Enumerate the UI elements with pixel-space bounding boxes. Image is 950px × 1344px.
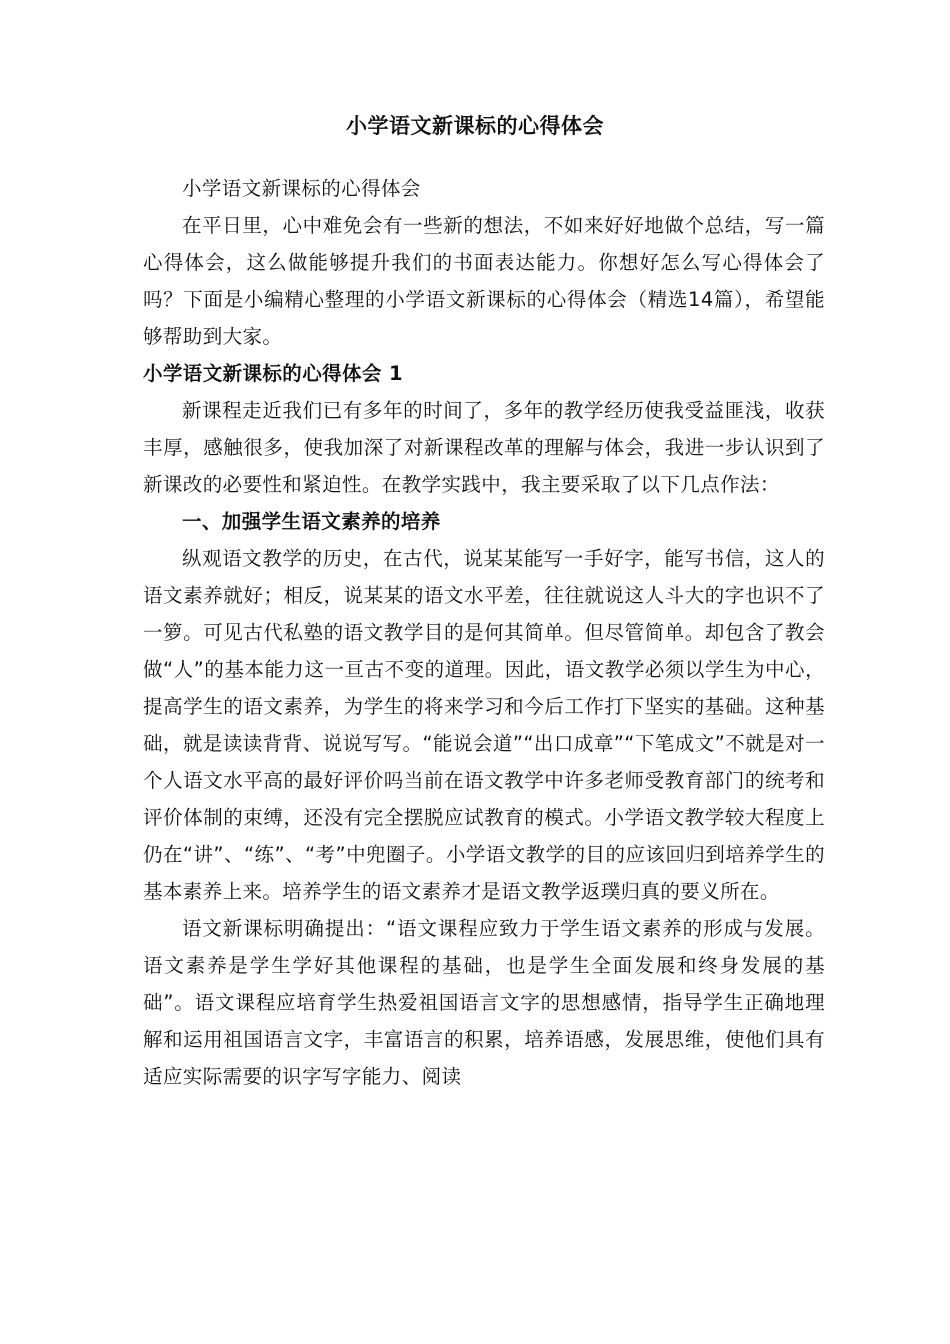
document-title: 小学语文新课标的心得体会 bbox=[346, 114, 604, 138]
intro-paragraph: 在平日里，心中难免会有一些新的想法，不如来好好地做个总结，写一篇心得体会，这么做能够提升我们的书面表达能力。你想好怎么写心得体会了吗？下面是小编精心整理的小学语文新课标的心得体会（精选14篇），希望能够帮助到大家。 bbox=[143, 214, 825, 348]
body-paragraph: 新课程走近我们已有多年的时间了，多年的教学经历使我受益匪浅，收获丰厚，感触很多，使我加深了对新课程改革的理解与体会，我进一步认识到了新课改的必要性和紧迫性。在教学实践中，我主要采取了以下几点作法： bbox=[143, 399, 825, 496]
body-paragraph: 语文新课标明确提出：“语文课程应致力于学生语文素养的形成与发展。语文素养是学生学好其他课程的基础，也是学生全面发展和终身发展的基础”。语文课程应培育学生热爱祖国语言文字的思想感情，指导学生正确地理解和运用祖国语言文字，丰富语言的积累，培养语感，发展思维，使他们具有适应实际需要的识字写字能力、阅读 bbox=[143, 917, 825, 1088]
intro-title-line: 小学语文新课标的心得体会 bbox=[182, 177, 421, 200]
section-heading: 小学语文新课标的心得体会 1 bbox=[143, 362, 403, 385]
subsection-heading: 一、加强学生语文素养的培养 bbox=[182, 510, 441, 533]
body-paragraph: 纵观语文教学的历史，在古代，说某某能写一手好字，能写书信，这人的语文素养就好；相反，说某某的语文水平差，往往就说这人斗大的字也识不了一箩。可见古代私塾的语文教学目的是何其简单。但尽管简单。却包含了教会做“人”的基本能力这一亘古不变的道理。因此，语文教学必须以学生为中心，提高学生的语文素养，为学生的将来学习和今后工作打下坚实的基础。这种基础，就是读读背背、说说写写。“能说会道”“出口成章”“下笔成文”不就是对一个人语文水平高的最好评价吗当前在语文教学中许多老师受教育部门的统考和评价体制的束缚，还没有完全摆脱应试教育的模式。小学语文教学较大程度上仍在“讲”、“练”、“考”中兜圈子。小学语文教学的目的应该回归到培养学生的基本素养上来。培养学生的语文素养才是语文教学返璞归真的要义所在。 bbox=[143, 547, 825, 903]
document-body bbox=[143, 170, 825, 1095]
